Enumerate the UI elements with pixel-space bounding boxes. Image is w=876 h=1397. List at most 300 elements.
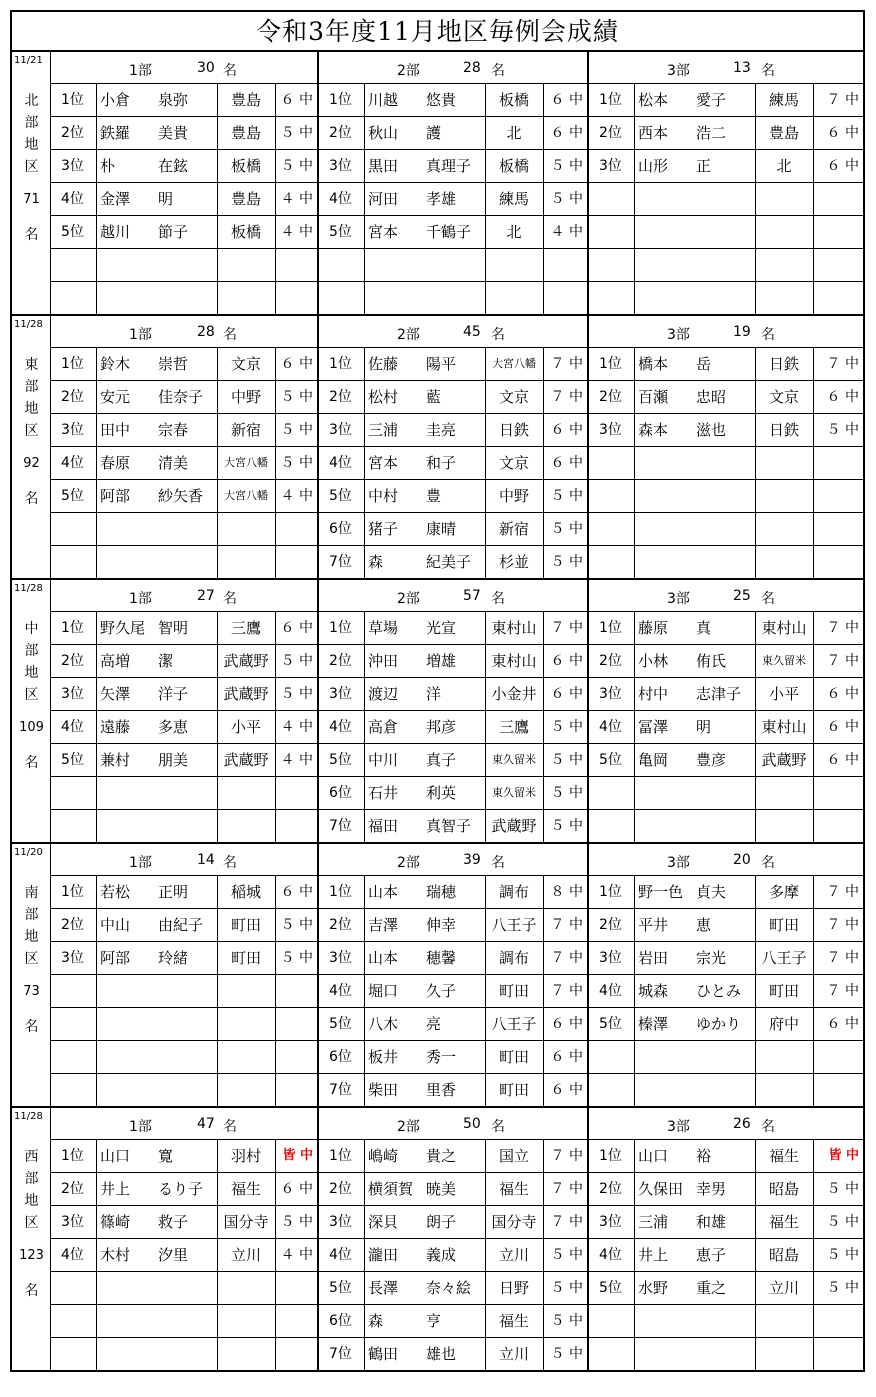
rank-cell: 5位: [61, 224, 84, 240]
place-cell: 豊島: [230, 91, 261, 109]
table-row: [51, 1008, 317, 1041]
table-row: [319, 942, 587, 975]
division-block: [587, 580, 863, 842]
division-header: [51, 316, 317, 348]
rank-cell: 6位: [329, 785, 352, 801]
table-row: [589, 777, 863, 810]
grade-cell: ４ 中: [280, 191, 313, 207]
given-name-cell: 真理子: [426, 157, 472, 175]
rank-cell: 2位: [329, 125, 352, 141]
given-name-cell: 護: [426, 124, 442, 142]
grade-cell: ５ 中: [280, 389, 313, 405]
table-row: [319, 876, 587, 909]
region-total: 73: [23, 984, 40, 999]
table-row: [319, 777, 587, 810]
region-block: [12, 52, 863, 316]
table-row: [589, 612, 863, 645]
division-count-unit: 名: [491, 1119, 505, 1135]
given-name-cell: 侑氏: [696, 652, 727, 670]
division-count: 45: [463, 324, 481, 340]
given-name-cell: 佳奈子: [158, 388, 204, 406]
table-row: [589, 1140, 863, 1173]
rank-cell: 2位: [599, 125, 622, 141]
division-header: [51, 52, 317, 84]
surname-cell: 井上: [638, 1246, 669, 1264]
rank-cell: 7位: [329, 1082, 352, 1098]
given-name-cell: 真子: [426, 751, 457, 769]
rank-cell: 2位: [599, 653, 622, 669]
place-cell: 立川: [498, 1246, 529, 1264]
grade-cell: ５ 中: [826, 422, 859, 438]
division-block: [317, 316, 587, 578]
surname-cell: 板井: [368, 1048, 399, 1066]
given-name-cell: 智明: [158, 619, 189, 637]
rank-cell: 1位: [329, 356, 352, 372]
division-count: 57: [463, 588, 481, 604]
given-name-cell: 久子: [426, 982, 457, 1000]
given-name-cell: 圭亮: [426, 421, 457, 439]
table-row: [589, 876, 863, 909]
table-row: [51, 117, 317, 150]
given-name-cell: 真智子: [426, 817, 472, 835]
surname-cell: 松本: [638, 91, 669, 109]
place-cell: 東村山: [491, 619, 537, 637]
region-name-char: 部: [24, 379, 39, 395]
given-name-cell: 朋美: [158, 751, 189, 769]
place-cell: 日鉄: [498, 421, 529, 439]
region-total-unit: 名: [24, 491, 39, 507]
grade-cell: ７ 中: [550, 1181, 583, 1197]
division-header: [51, 844, 317, 876]
surname-cell: 城森: [638, 982, 669, 1000]
given-name-cell: 豊: [426, 487, 442, 505]
place-cell: 調布: [498, 949, 529, 967]
given-name-cell: 多恵: [158, 718, 189, 736]
rank-cell: 3位: [329, 158, 352, 174]
grade-cell: ７ 中: [550, 917, 583, 933]
surname-cell: 八木: [368, 1015, 399, 1033]
table-row: [319, 711, 587, 744]
given-name-cell: 愛子: [696, 91, 727, 109]
given-name-cell: 寛: [158, 1147, 174, 1165]
grade-cell: ６ 中: [550, 1016, 583, 1032]
grade-cell: ４ 中: [280, 224, 313, 240]
division-count-unit: 名: [223, 1119, 237, 1135]
rank-cell: 3位: [329, 950, 352, 966]
rank-cell: 1位: [329, 1148, 352, 1164]
grade-cell: ６ 中: [550, 1082, 583, 1098]
surname-cell: 春原: [100, 454, 131, 472]
grade-cell: ７ 中: [550, 983, 583, 999]
given-name-cell: 瑞穂: [426, 883, 457, 901]
grade-cell: ４ 中: [550, 224, 583, 240]
table-row: [319, 546, 587, 578]
place-cell: 武蔵野: [223, 751, 269, 769]
rank-cell: 3位: [329, 422, 352, 438]
given-name-cell: 貴之: [426, 1147, 457, 1165]
grade-cell: ４ 中: [280, 719, 313, 735]
division-count-unit: 名: [761, 591, 775, 607]
rank-cell: 5位: [329, 1280, 352, 1296]
place-cell: 羽村: [230, 1147, 261, 1165]
given-name-cell: 亨: [426, 1312, 442, 1330]
table-row: [51, 1239, 317, 1272]
table-row: [51, 1305, 317, 1338]
division-block: [51, 844, 317, 1106]
given-name-cell: 朗子: [426, 1213, 457, 1231]
grade-cell: ５ 中: [550, 554, 583, 570]
table-row: [319, 150, 587, 183]
place-cell: 武蔵野: [491, 817, 537, 835]
given-name-cell: 暁美: [426, 1180, 457, 1198]
division-label: 3部: [667, 591, 690, 607]
place-cell: 町田: [768, 916, 799, 934]
surname-cell: 河田: [368, 190, 399, 208]
division-count: 28: [463, 60, 481, 76]
place-cell: 板橋: [230, 157, 261, 175]
grade-cell: ６ 中: [550, 1049, 583, 1065]
grade-cell: ５ 中: [550, 1247, 583, 1263]
rank-cell: 7位: [329, 1346, 352, 1362]
rank-cell: 4位: [329, 191, 352, 207]
given-name-cell: 崇哲: [158, 355, 189, 373]
division-count: 47: [197, 1116, 215, 1132]
place-cell: 武蔵野: [223, 685, 269, 703]
rank-cell: 5位: [329, 488, 352, 504]
region-name-char: 北: [24, 93, 39, 109]
grade-cell: ５ 中: [280, 917, 313, 933]
surname-cell: 岩田: [638, 949, 669, 967]
place-cell: 町田: [230, 949, 261, 967]
region-name-char: 部: [24, 643, 39, 659]
grade-cell: ５ 中: [550, 1313, 583, 1329]
grade-cell: ７ 中: [826, 917, 859, 933]
place-cell: 板橋: [498, 91, 529, 109]
given-name-cell: 清美: [158, 454, 189, 472]
surname-cell: 鶴田: [368, 1345, 399, 1363]
region-name-char: 区: [24, 159, 39, 175]
place-cell: 練馬: [768, 91, 799, 109]
region-name-char: 部: [24, 115, 39, 131]
table-row: [319, 480, 587, 513]
given-name-cell: 邦彦: [426, 718, 457, 736]
rank-cell: 4位: [329, 455, 352, 471]
region-total: 123: [19, 1248, 44, 1263]
division-count: 14: [197, 852, 215, 868]
division-label: 3部: [667, 327, 690, 343]
table-row: [589, 282, 863, 314]
rank-cell: 4位: [329, 1247, 352, 1263]
table-row: [589, 381, 863, 414]
rank-cell: 1位: [61, 884, 84, 900]
surname-cell: 藤原: [638, 619, 669, 637]
grade-cell: ５ 中: [550, 785, 583, 801]
rank-cell: 3位: [61, 950, 84, 966]
given-name-cell: 明: [158, 190, 174, 208]
rank-cell: 2位: [61, 917, 84, 933]
rank-cell: 5位: [599, 1280, 622, 1296]
place-cell: 文京: [498, 388, 529, 406]
table-row: [589, 1272, 863, 1305]
rank-cell: 4位: [599, 1247, 622, 1263]
rank-cell: 2位: [599, 917, 622, 933]
place-cell: 福生: [230, 1180, 261, 1198]
region-name-char: 地: [24, 137, 39, 153]
table-row: [589, 711, 863, 744]
division-count-unit: 名: [223, 63, 237, 79]
region-block: [12, 844, 863, 1108]
rank-cell: 4位: [61, 455, 84, 471]
table-row: [51, 1206, 317, 1239]
grade-cell: ６ 中: [550, 653, 583, 669]
grade-cell: ４ 中: [280, 488, 313, 504]
table-row: [51, 414, 317, 447]
place-cell: 町田: [498, 1048, 529, 1066]
given-name-cell: 孝雄: [426, 190, 457, 208]
grade-cell: ６ 中: [550, 455, 583, 471]
place-cell: 板橋: [498, 157, 529, 175]
surname-cell: 中山: [100, 916, 131, 934]
surname-cell: 宮本: [368, 223, 399, 241]
division-label: 2部: [397, 63, 420, 79]
rank-cell: 1位: [599, 620, 622, 636]
given-name-cell: 貞夫: [696, 883, 727, 901]
surname-cell: 三浦: [368, 421, 399, 439]
grade-cell: ４ 中: [280, 752, 313, 768]
place-cell: 福生: [768, 1213, 799, 1231]
grade-cell: ６ 中: [826, 125, 859, 141]
division-block: [587, 844, 863, 1106]
surname-cell: 中村: [368, 487, 399, 505]
place-cell: 国分寺: [491, 1213, 537, 1231]
table-row: [51, 282, 317, 314]
division-block: [587, 1108, 863, 1372]
grade-cell: ７ 中: [826, 620, 859, 636]
grade-cell: ５ 中: [550, 1346, 583, 1362]
division-header: [319, 52, 587, 84]
table-row: [589, 1206, 863, 1239]
rank-cell: 6位: [329, 1049, 352, 1065]
place-cell: 府中: [768, 1015, 799, 1033]
given-name-cell: 宗春: [158, 421, 189, 439]
division-label: 2部: [397, 855, 420, 871]
surname-cell: 森本: [638, 421, 669, 439]
table-row: [589, 447, 863, 480]
region-total-unit: 名: [24, 1283, 39, 1299]
rank-cell: 3位: [329, 1214, 352, 1230]
division-count: 50: [463, 1116, 481, 1132]
region-date: 11/28: [14, 1111, 43, 1122]
given-name-cell: 真: [696, 619, 712, 637]
table-row: [319, 1338, 587, 1370]
surname-cell: 三浦: [638, 1213, 669, 1231]
rank-cell: 1位: [329, 620, 352, 636]
region-name-char: 区: [24, 687, 39, 703]
region-label-column: [12, 316, 51, 578]
given-name-cell: 雄也: [426, 1345, 457, 1363]
given-name-cell: 泉弥: [158, 91, 189, 109]
division-count: 25: [733, 588, 751, 604]
division-count: 28: [197, 324, 215, 340]
region-name-char: 地: [24, 665, 39, 681]
surname-cell: 佐藤: [368, 355, 399, 373]
place-cell: 大宮八幡: [224, 456, 268, 469]
table-row: [589, 216, 863, 249]
given-name-cell: 由紀子: [158, 916, 204, 934]
region-name: [12, 618, 51, 706]
table-row: [589, 183, 863, 216]
place-cell: 多摩: [768, 883, 799, 901]
surname-cell: 西本: [638, 124, 669, 142]
rank-cell: 3位: [61, 422, 84, 438]
table-row: [589, 645, 863, 678]
table-row: [51, 1041, 317, 1074]
table-row: [51, 711, 317, 744]
surname-cell: 山本: [368, 883, 399, 901]
division-count: 30: [197, 60, 215, 76]
region-name: [12, 90, 51, 178]
table-row: [319, 1239, 587, 1272]
rank-cell: 2位: [329, 653, 352, 669]
surname-cell: 金澤: [100, 190, 131, 208]
given-name-cell: 宗光: [696, 949, 727, 967]
table-row: [319, 612, 587, 645]
division-block: [317, 844, 587, 1106]
region-name-char: 区: [24, 951, 39, 967]
grade-cell: ７ 中: [826, 653, 859, 669]
division-count: 27: [197, 588, 215, 604]
division-block: [317, 52, 587, 314]
given-name-cell: 恵: [696, 916, 712, 934]
region-block: [12, 1108, 863, 1372]
region-date: 11/28: [14, 583, 43, 594]
table-row: [319, 1041, 587, 1074]
rank-cell: 2位: [599, 1181, 622, 1197]
given-name-cell: 穂馨: [426, 949, 457, 967]
given-name-cell: 増雄: [426, 652, 457, 670]
division-header: [319, 844, 587, 876]
table-row: [589, 150, 863, 183]
rank-cell: 6位: [329, 521, 352, 537]
table-row: [319, 381, 587, 414]
given-name-cell: 悠貴: [426, 91, 457, 109]
rank-cell: 6位: [329, 1313, 352, 1329]
rank-cell: 5位: [329, 1016, 352, 1032]
table-row: [51, 150, 317, 183]
table-row: [51, 1338, 317, 1370]
table-row: [319, 1173, 587, 1206]
rank-cell: 1位: [599, 356, 622, 372]
table-row: [51, 381, 317, 414]
grade-cell: ６ 中: [826, 389, 859, 405]
place-cell: 福生: [498, 1180, 529, 1198]
place-cell: 中野: [498, 487, 529, 505]
given-name-cell: ゆかり: [696, 1015, 742, 1033]
given-name-cell: 志津子: [696, 685, 742, 703]
given-name-cell: 恵子: [696, 1246, 727, 1264]
division-block: [317, 1108, 587, 1372]
surname-cell: 鈴木: [100, 355, 131, 373]
surname-cell: 遠藤: [100, 718, 131, 736]
grade-cell: ６ 中: [280, 356, 313, 372]
rank-cell: 2位: [329, 917, 352, 933]
grade-cell: ７ 中: [550, 620, 583, 636]
region-name-char: 区: [24, 423, 39, 439]
grade-cell: ６ 中: [826, 719, 859, 735]
grade-cell: ６ 中: [826, 686, 859, 702]
place-cell: 日野: [498, 1279, 529, 1297]
division-count-unit: 名: [223, 327, 237, 343]
region-name-char: 東: [24, 357, 39, 373]
table-row: [51, 1173, 317, 1206]
division-header: [589, 844, 863, 876]
division-count: 19: [733, 324, 751, 340]
rank-cell: 5位: [329, 752, 352, 768]
surname-cell: 秋山: [368, 124, 399, 142]
table-row: [51, 1272, 317, 1305]
rank-cell: 4位: [329, 983, 352, 999]
surname-cell: 森: [368, 553, 384, 571]
given-name-cell: 汐里: [158, 1246, 189, 1264]
grade-cell: ７ 中: [550, 1214, 583, 1230]
grade-cell: ５ 中: [826, 1181, 859, 1197]
place-cell: 大宮八幡: [224, 489, 268, 502]
region-total: 71: [23, 192, 40, 207]
rank-cell: 4位: [61, 719, 84, 735]
division-count: 20: [733, 852, 751, 868]
division-label: 2部: [397, 591, 420, 607]
given-name-cell: 在鉉: [158, 157, 189, 175]
region-total-unit: 名: [24, 755, 39, 771]
grade-cell: ５ 中: [550, 719, 583, 735]
table-row: [319, 216, 587, 249]
grade-cell: ６ 中: [826, 158, 859, 174]
table-row: [319, 1206, 587, 1239]
given-name-cell: 秀一: [426, 1048, 457, 1066]
surname-cell: 田中: [100, 421, 131, 439]
table-row: [589, 414, 863, 447]
region-date: 11/20: [14, 847, 43, 858]
given-name-cell: 洋: [426, 685, 442, 703]
given-name-cell: 滋也: [696, 421, 727, 439]
given-name-cell: るり子: [158, 1180, 204, 1198]
table-row: [51, 975, 317, 1008]
table-row: [589, 744, 863, 777]
table-row: [51, 777, 317, 810]
place-cell: 豊島: [230, 190, 261, 208]
table-row: [589, 513, 863, 546]
surname-cell: 久保田: [638, 1180, 684, 1198]
region-name-char: 部: [24, 907, 39, 923]
rank-cell: 5位: [599, 752, 622, 768]
table-row: [51, 513, 317, 546]
division-count: 13: [733, 60, 751, 76]
division-block: [51, 1108, 317, 1372]
division-count-unit: 名: [761, 1119, 775, 1135]
surname-cell: 宮本: [368, 454, 399, 472]
region-name-char: 区: [24, 1215, 39, 1231]
surname-cell: 森: [368, 1312, 384, 1330]
given-name-cell: 洋子: [158, 685, 189, 703]
grade-cell: ７ 中: [550, 950, 583, 966]
place-cell: 文京: [768, 388, 799, 406]
rank-cell: 2位: [329, 1181, 352, 1197]
rank-cell: 2位: [329, 389, 352, 405]
place-cell: 三鷹: [498, 718, 529, 736]
table-row: [319, 249, 587, 282]
place-cell: 大宮八幡: [492, 357, 536, 370]
table-row: [319, 1074, 587, 1106]
